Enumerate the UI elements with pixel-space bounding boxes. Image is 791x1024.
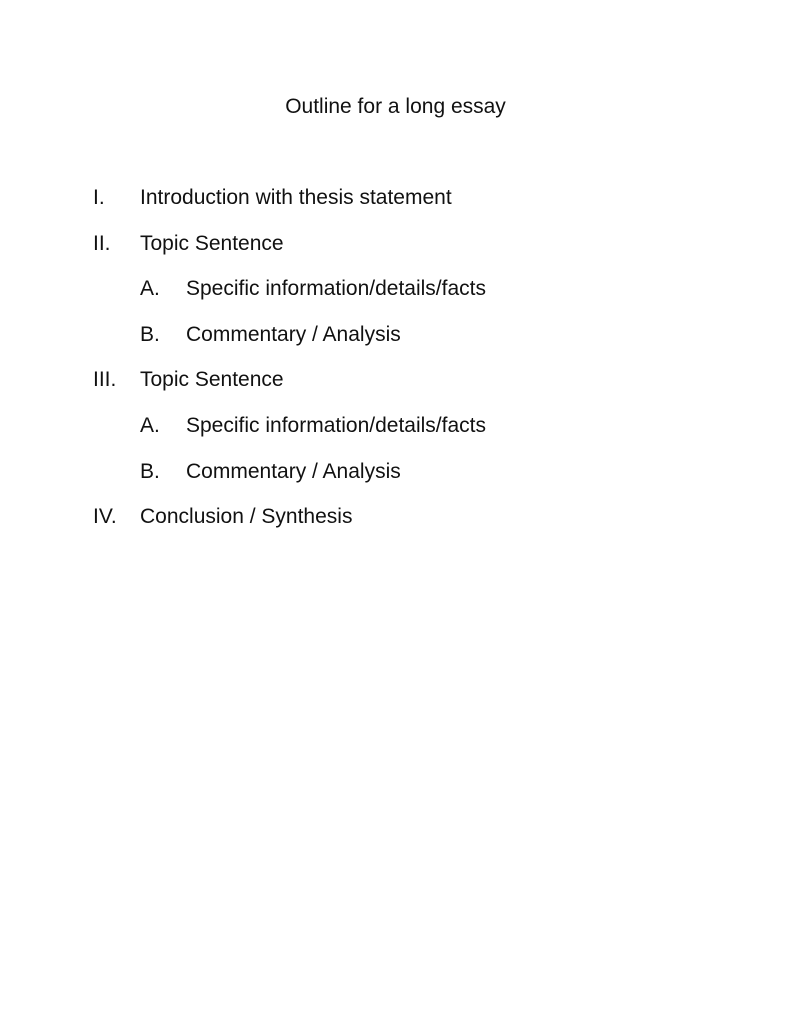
outline-item-2: [0, 231, 791, 277]
outline-item-3a: [0, 413, 791, 459]
outline-marker: IV.: [93, 505, 117, 529]
outline-item-2b: [0, 322, 791, 368]
outline-item-3b: [0, 459, 791, 505]
outline-item-1: [0, 185, 791, 231]
outline-text: Specific information/details/facts: [186, 277, 486, 301]
outline-marker: A.: [140, 413, 160, 437]
outline-text: Specific information/details/facts: [186, 413, 486, 437]
outline-text: Commentary / Analysis: [186, 459, 401, 483]
document-title: Outline for a long essay: [285, 95, 506, 118]
outline-item-2a: [0, 276, 791, 322]
outline-text: Topic Sentence: [140, 231, 284, 255]
outline-marker: I.: [93, 186, 105, 209]
outline-marker: A.: [140, 277, 160, 301]
outline-marker: II.: [93, 231, 111, 255]
outline-text: Conclusion / Synthesis: [140, 505, 353, 529]
outline-marker: B.: [140, 322, 160, 346]
outline-text: Commentary / Analysis: [186, 322, 401, 346]
outline-marker: III.: [93, 368, 117, 392]
outline-item-3: [0, 367, 791, 413]
outline-text: Introduction with thesis statement: [140, 186, 452, 209]
outline-text: Topic Sentence: [140, 368, 284, 392]
outline-marker: B.: [140, 459, 160, 483]
essay-outline: [0, 185, 791, 550]
outline-item-4: [0, 504, 791, 550]
